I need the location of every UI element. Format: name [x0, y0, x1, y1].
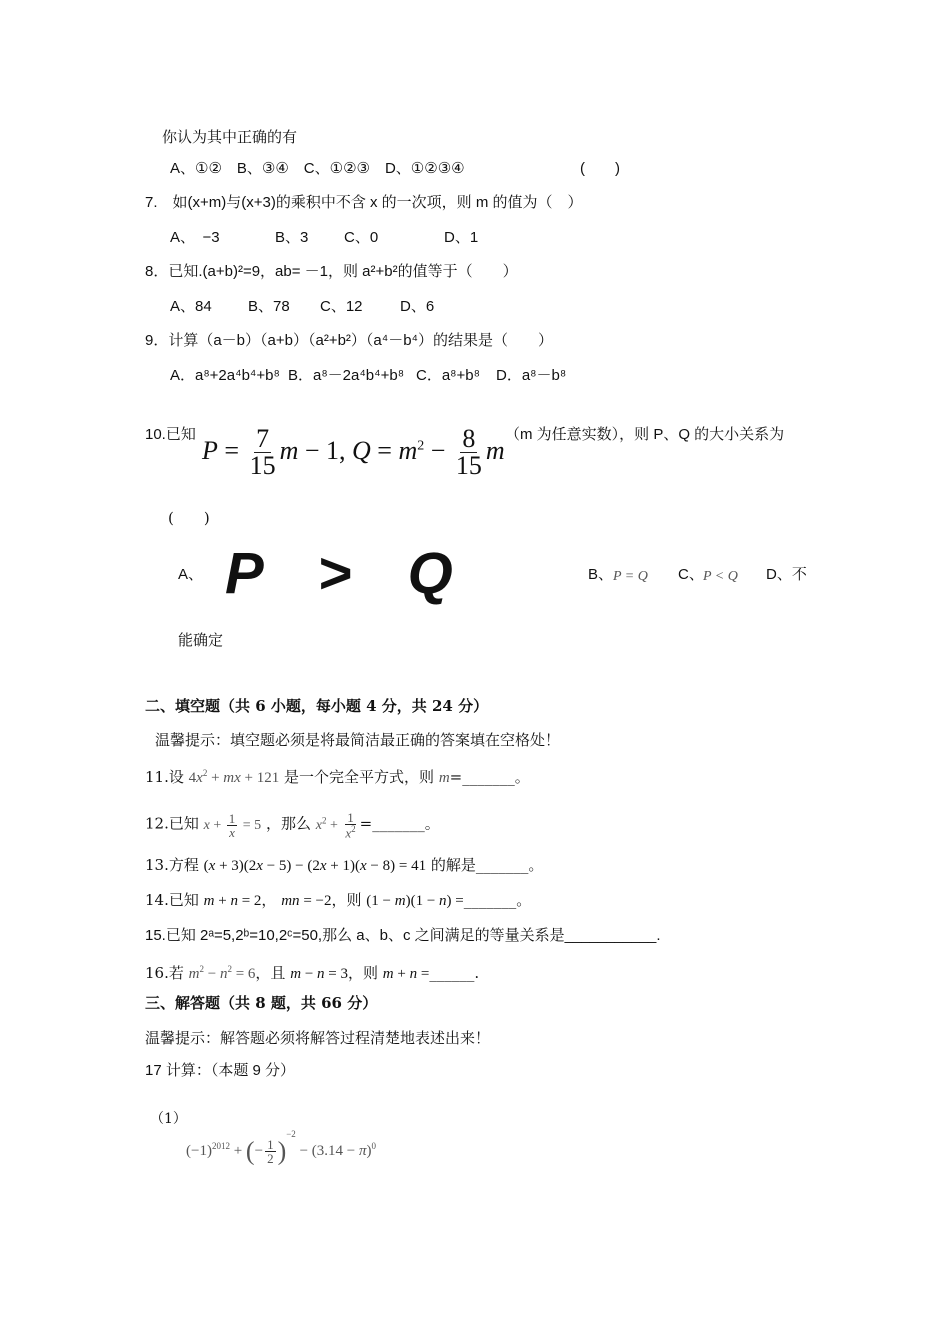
q7-option-a: A、 −3 — [170, 229, 220, 246]
q10-option-b-label: B、 — [588, 566, 614, 583]
q7-option-d: D、1 — [444, 229, 479, 246]
q13-expr: (x + 3)(2x − 5) − (2x + 1)(x − 8) = 41 — [203, 858, 427, 874]
q13 — [145, 855, 543, 876]
q10-option-a-expr: P > Q — [225, 541, 455, 606]
q11 — [145, 763, 530, 788]
intro-text: 你认为其中正确的有 — [162, 128, 298, 146]
section3-tip: 温馨提示：解答题必须将解答过程清楚地表述出来！ — [145, 1029, 491, 1047]
q10-formula: P = $\frac{7}{15}$ m − 1, $Q = m^2$ − $\frac{8}{15}$ m — [202, 424, 505, 481]
q10-paren: ( ) — [168, 509, 210, 527]
q7-stem: 7. 如(x+m)与(x+3)的乘积中不含 x 的一次项，则 m 的值为（ ） — [145, 194, 583, 211]
q7-option-b: B、3 — [275, 229, 309, 246]
q17-title: 17 计算：（本题 9 分） — [145, 1062, 296, 1079]
q7-option-c: C、0 — [344, 229, 379, 246]
q9-option-b: B．a⁸－2a⁴b⁴+b⁸ — [288, 367, 405, 384]
q6-paren: ( ) — [580, 160, 620, 177]
q12 — [145, 800, 440, 840]
q14-expr3: (1 − m)(1 − n) = — [366, 893, 464, 909]
q14-expr1: m + n = 2 — [203, 893, 262, 909]
q12-expr2: $x^2$ + $\frac{1}{x^2}$ — [315, 810, 356, 841]
section2-tip: 温馨提示：填空题必须是将最简洁最正确的答案填在空格处！ — [155, 731, 561, 749]
q16-prefix: 16.若 — [145, 964, 184, 982]
q12-mid: ，那么 — [265, 814, 311, 833]
q8-stem: 8．已知.(a+b)²=9，ab= －1，则 a²+b²的值等于（ ） — [145, 263, 518, 280]
q11-prefix: 11.设 — [145, 768, 184, 786]
q10-prefix: 10.已知 — [145, 426, 196, 443]
q14 — [145, 890, 531, 911]
q16-expr1: $m^2 - n^2 = 6$ — [188, 964, 256, 982]
q13-tail: 的解是_______。 — [430, 856, 544, 874]
q14-mid2: ，则 — [331, 891, 362, 909]
q17-sub1-label: （1） — [150, 1111, 187, 1127]
q10-option-c-expr: P < Q — [703, 569, 738, 584]
q11-suffix: 是一个完全平方式，则 — [284, 768, 435, 786]
q10-option-b-expr: P = Q — [613, 569, 648, 584]
q9-stem: 9．计算（a－b）（a+b）（a²+b²）（a⁴－b⁴）的结果是（ ） — [145, 332, 553, 349]
q10-option-c-label: C、 — [678, 566, 704, 583]
q10-suffix: （m 为任意实数），则 P、Q 的大小关系为 — [505, 426, 785, 443]
q8-option-a: A、84 — [170, 298, 212, 315]
q8-option-c: C、12 — [320, 298, 363, 315]
q8-option-d: D、6 — [400, 298, 435, 315]
q14-tail: _______。 — [463, 891, 532, 909]
q6-options — [170, 159, 620, 179]
q17-sub1-expr: $(-1)^{2012}$ + (− $\frac{1}{2}$ )$^{-2} - (3.14 - \pi)^0$ — [186, 1129, 376, 1167]
q16-expr3: m + n = — [382, 966, 430, 982]
q14-prefix: 14.已知 — [145, 891, 199, 909]
q9-option-d: D．a⁸－b⁸ — [496, 367, 567, 384]
q8-option-b: B、78 — [248, 298, 290, 315]
q9-option-c: C．a⁸+b⁸ — [416, 367, 480, 384]
q12-expr1: x + $\frac{1}{x}$ = 5 — [203, 810, 262, 840]
q12-prefix: 12.已知 — [145, 814, 199, 833]
q10-option-d: D、不 — [766, 566, 807, 583]
q16-mid: ，且 — [255, 964, 286, 982]
q11-tail: =_______。 — [449, 768, 530, 786]
q16-expr2: m − n = 3 — [290, 966, 348, 982]
q10-option-d-cont: 能确定 — [178, 631, 224, 649]
q16-tail: ______. — [429, 964, 480, 982]
q12-tail: =_______。 — [359, 814, 440, 833]
q13-prefix: 13.方程 — [145, 856, 199, 874]
q11-expr: $4x^2$ + mx + 121 — [188, 768, 280, 786]
q6-options-text: A、①② B、③④ C、①②③ D、①②③④ — [170, 160, 465, 177]
q16 — [145, 959, 479, 984]
q15: 15.已知 2ᵃ=5,2ᵇ=10,2ᶜ=50,那么 a、b、c 之间满足的等量关系是___________. — [145, 927, 661, 944]
q16-mid2: ，则 — [348, 964, 379, 982]
q10-option-a-label: A、 — [178, 566, 204, 583]
section2-title: 二、填空题（共 6 小题，每小题 4 分，共 24 分） — [145, 697, 489, 715]
section3-title: 三、解答题（共 8 题，共 66 分） — [145, 994, 378, 1012]
q14-mid: ， — [261, 891, 277, 909]
q9-option-a: A．a⁸+2a⁴b⁴+b⁸ — [170, 367, 280, 384]
q14-expr2: mn = −2 — [281, 893, 332, 909]
q11-var: m — [438, 770, 450, 786]
